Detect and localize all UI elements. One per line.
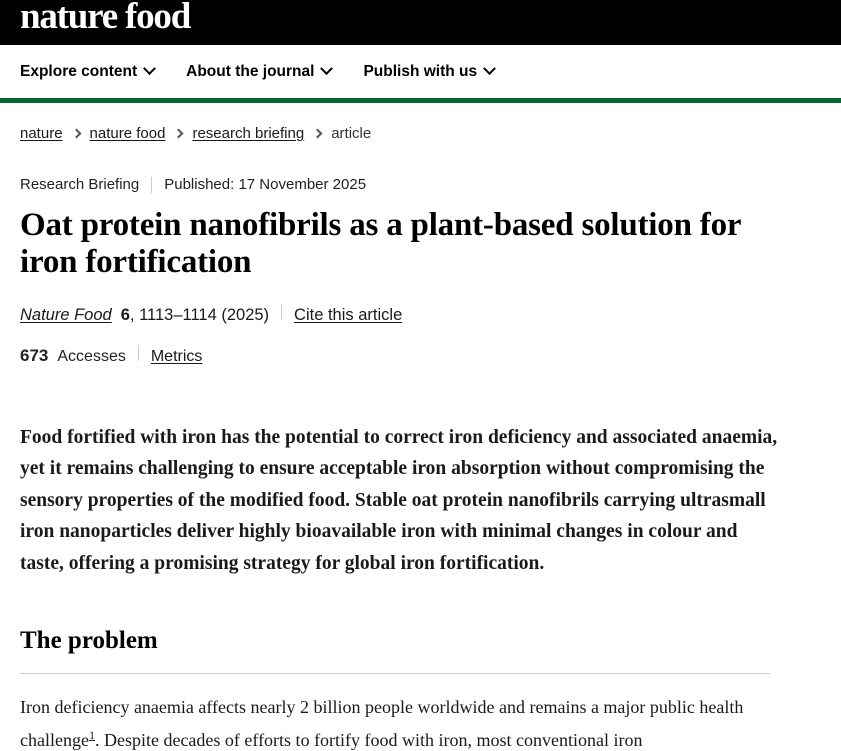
meta-divider: [138, 345, 139, 361]
nav-item-label: Explore content: [20, 62, 138, 80]
section-paragraph: [20, 692, 795, 751]
article-abstract: Food fortified with iron has the potential to correct iron deficiency and associated anaemia, yet it remains challenging to ensure acceptable iron absorption without compromising the sensory properties of the modified food. Stable oat protein nanofibrils carrying ultrasmall iron nanoparticles deliver highly bioavailable iron with minimal changes in colour and taste, offering a promising strategy for global iron fortification.: [20, 426, 778, 574]
journal-volume: 6: [120, 305, 130, 324]
breadcrumb-item-article: article: [331, 125, 372, 142]
breadcrumb: [20, 125, 821, 142]
nav-item-label: About the journal: [186, 62, 315, 80]
site-masthead: [0, 0, 841, 45]
page-title: Oat protein nanofibrils as a plant-based solution for iron fortification: [20, 207, 741, 281]
meta-divider: [281, 304, 282, 320]
breadcrumb-item-nature-food[interactable]: nature food: [89, 125, 166, 142]
article-type: Research Briefing: [20, 176, 140, 193]
journal-pages: , 1113–1114 (2025): [129, 305, 270, 324]
chevron-down-icon: [483, 62, 496, 75]
section-heading-the-problem: The problem: [20, 627, 770, 674]
chevron-down-icon: [321, 62, 334, 75]
nav-item-explore-content[interactable]: [20, 63, 154, 81]
article-published-date: Published: 17 November 2025: [164, 176, 367, 193]
paragraph-text-part-1: Iron deficiency anaemia affects nearly 2 billion people worldwide and remains a major public health challenge: [20, 697, 744, 750]
journal-citation: [20, 304, 821, 325]
breadcrumb-item-nature[interactable]: nature: [20, 125, 63, 142]
access-count: 673: [20, 345, 49, 365]
chevron-right-icon: [313, 129, 323, 139]
nav-item-about-the-journal[interactable]: [186, 63, 331, 81]
access-label: Accesses: [57, 347, 126, 365]
main-navigation: [0, 45, 841, 103]
meta-divider: [151, 177, 152, 193]
chevron-right-icon: [174, 129, 184, 139]
nature-food-logo[interactable]: nature food: [20, 0, 191, 37]
article-meta: [20, 176, 821, 193]
cite-this-article-link[interactable]: Cite this article: [294, 305, 403, 324]
chevron-right-icon: [71, 129, 81, 139]
paragraph-text-part-2: . Despite decades of efforts to fortify food with iron, most conventional iron: [94, 729, 643, 750]
metrics-link[interactable]: Metrics: [150, 347, 203, 365]
chevron-down-icon: [143, 62, 156, 75]
page-content: [0, 125, 841, 751]
reference-link-1[interactable]: 1: [88, 727, 95, 742]
nav-item-label: Publish with us: [363, 62, 478, 80]
article-metrics: [20, 345, 821, 366]
journal-name-link[interactable]: Nature Food: [20, 305, 112, 324]
breadcrumb-item-research-briefing[interactable]: research briefing: [192, 125, 305, 142]
nav-item-publish-with-us[interactable]: [363, 63, 494, 81]
